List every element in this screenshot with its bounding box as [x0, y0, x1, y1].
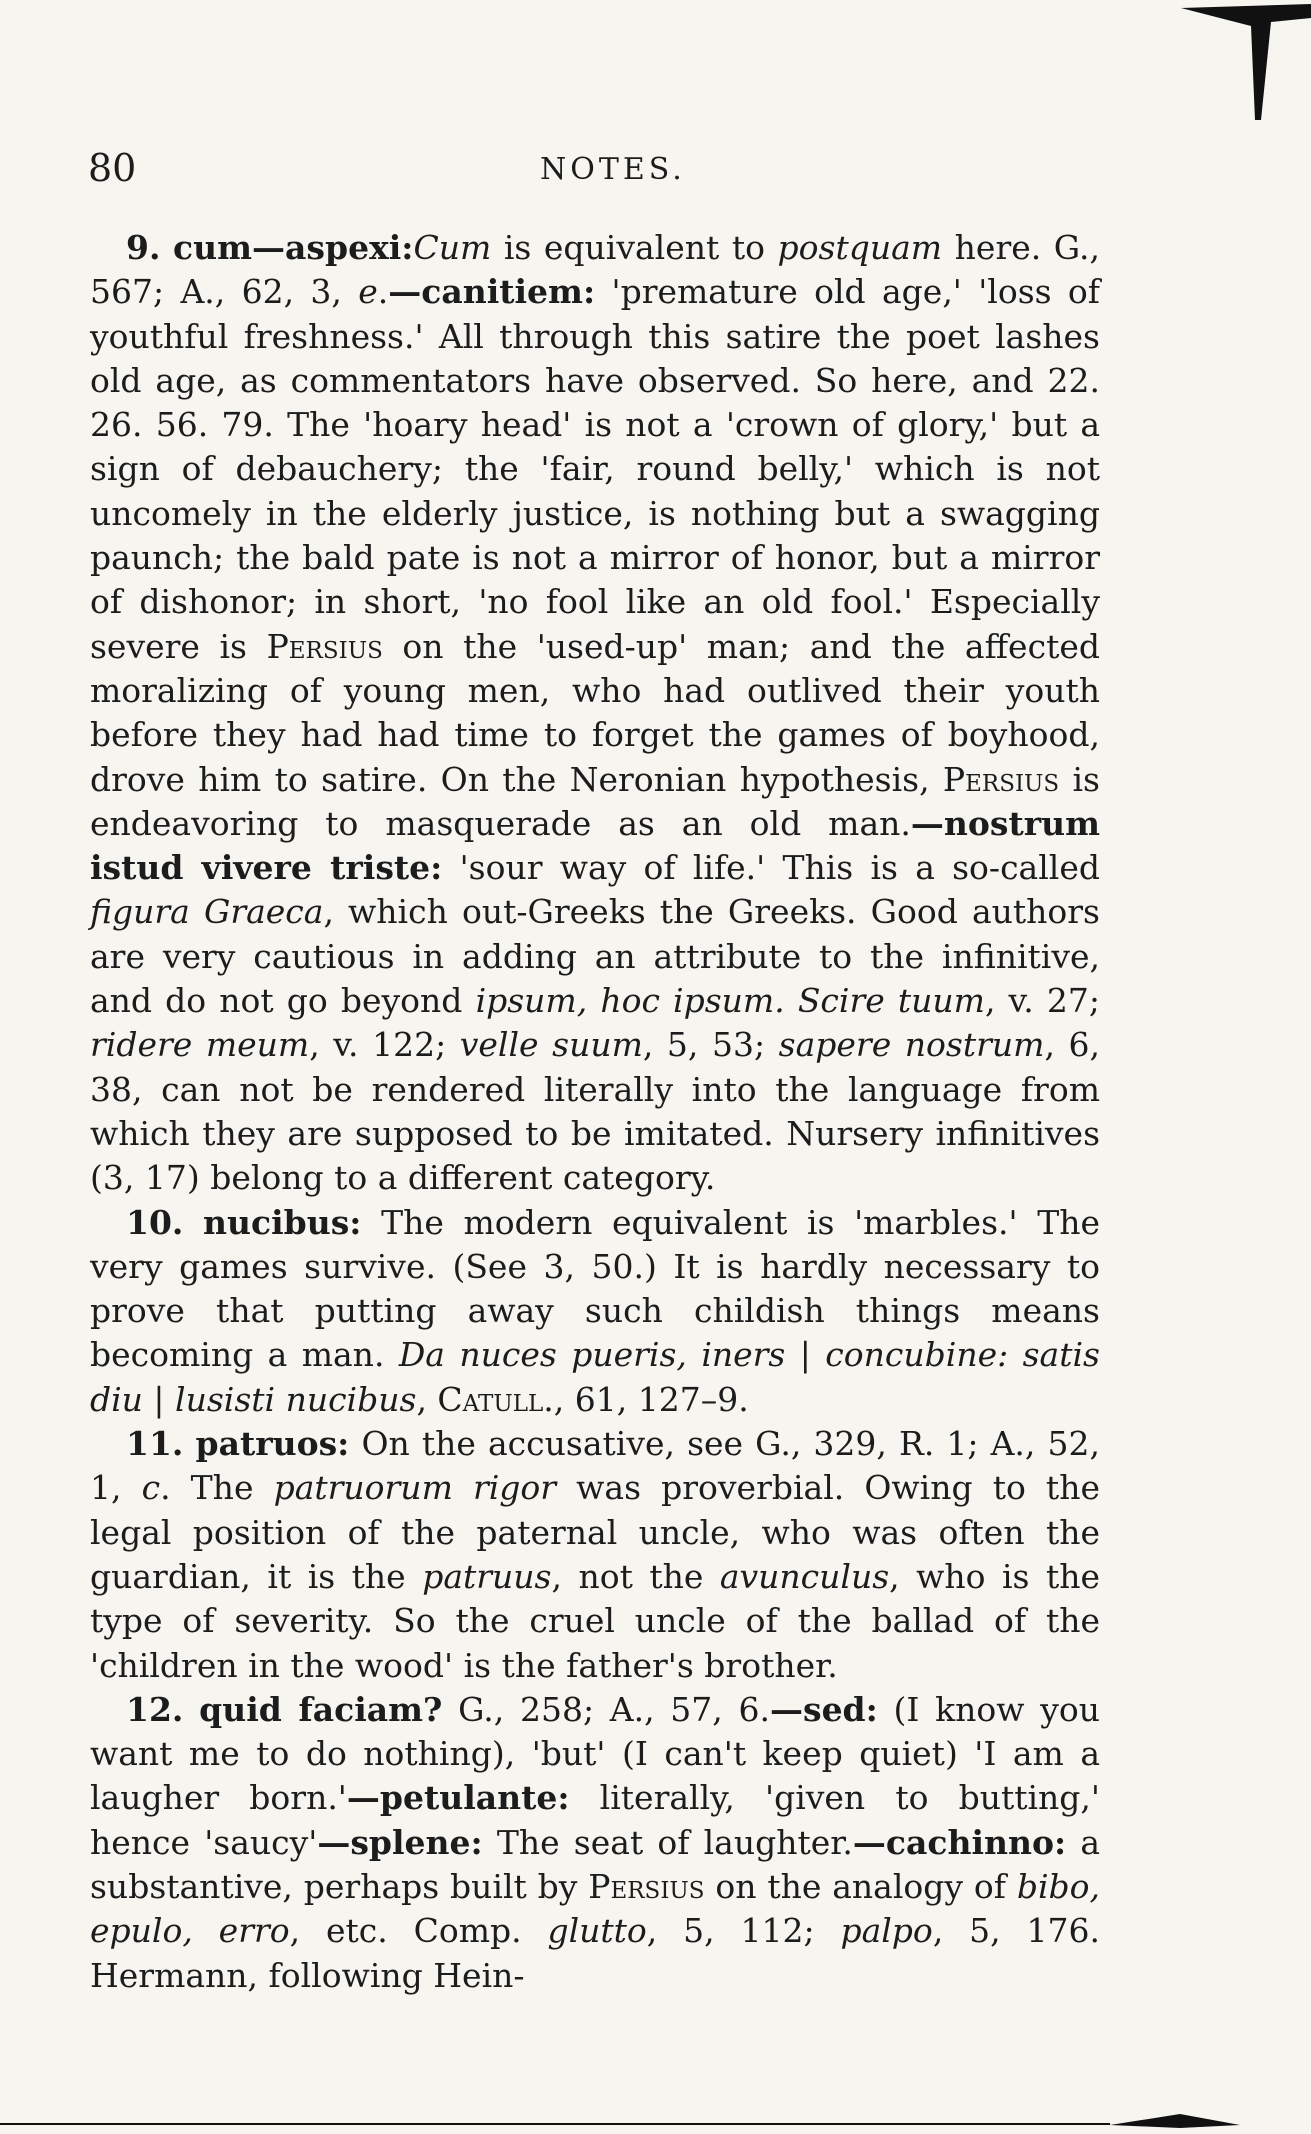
italic-text: velle suum — [459, 1025, 643, 1065]
text-run: On the accusative, see G., 329, R. 1; A., 52, 1, — [90, 1424, 1100, 1508]
text-run: 'premature old age,' 'loss of youthful freshness.' All through this satire the poet lashes old age, as commentators have observed. So here, and 22. 26. 56. 79. The 'hoary head' is not a 'crown of glory,' but a sign of debauchery; the 'fair, round belly,' which is not uncomely in the elderly justice, is nothing but a swagging paunch; the bald pate is not a mirror of honor, but a mirror of dishonor; in short, 'no fool like an old fool.' Especially severe is — [90, 272, 1100, 666]
text-run: , v. 122; — [309, 1025, 460, 1065]
text-run: (I know you want me to do nothing), 'but' (I can't keep quiet) 'I am a laugher born.' — [90, 1689, 1100, 1818]
italic-text: c — [141, 1468, 161, 1508]
note-number: 10. — [126, 1202, 184, 1242]
text-run: on the analogy of — [704, 1866, 1017, 1906]
note-12 — [90, 1688, 1100, 1998]
text-run: The seat of laughter. — [482, 1822, 853, 1862]
italic-text: avunculus — [719, 1556, 890, 1596]
note-body — [90, 1690, 1100, 1995]
note-number: 11. — [126, 1424, 184, 1464]
note-11 — [90, 1422, 1100, 1688]
italic-text: Cum — [413, 228, 492, 267]
bold-lemma: —cachinno: — [852, 1822, 1067, 1862]
note-body — [90, 1424, 1100, 1684]
small-caps-name: Persius — [266, 626, 383, 666]
note-10 — [90, 1201, 1100, 1422]
bold-lemma: —canitiem: — [388, 272, 596, 312]
bottom-rule — [0, 2094, 1311, 2134]
italic-text: figura Graeca — [90, 892, 324, 932]
page-corner-mark — [1151, 0, 1311, 120]
text-run: 'sour way of life.' This is a so-called — [442, 848, 1100, 888]
note-9 — [90, 226, 1100, 1201]
italic-text: postquam — [777, 228, 943, 267]
text-run: is endeavoring to masquerade as an old man. — [90, 759, 1100, 843]
text-run: , 5, 176. Hermann, following Hein- — [90, 1911, 1100, 1995]
bold-lemma: —sed: — [769, 1689, 878, 1729]
note-lemma: patruos: — [195, 1424, 350, 1464]
small-caps-name: Persius — [588, 1866, 705, 1906]
note-number: 12. — [126, 1689, 184, 1729]
small-caps-name: Persius — [942, 759, 1060, 799]
italic-text: glutto — [547, 1911, 647, 1951]
note-lemma: nucibus: — [203, 1202, 362, 1242]
italic-text: patruus — [422, 1556, 552, 1596]
text-run: , who is the type of severity. So the cruel uncle of the ballad of the 'children in the wood' is the father's brother. — [90, 1556, 1100, 1685]
italic-text: patruorum rigor — [273, 1468, 557, 1508]
text-run: , v. 27; — [984, 981, 1101, 1021]
notes-body — [90, 226, 1100, 1998]
text-run: on the 'used-up' man; and the affected moralizing of young men, who had outlived their youth before they had had time to forget the games of boyhood, drove him to satire. On the Neronian hypothesis, — [90, 626, 1100, 799]
bold-lemma: —nostrum istud vivere triste: — [90, 803, 1100, 888]
text-run: . The — [160, 1468, 274, 1508]
italic-text: palpo — [840, 1911, 933, 1951]
italic-text: sapere nostrum — [778, 1025, 1045, 1065]
text-run: G., 258; A., 57, 6. — [442, 1689, 770, 1729]
italic-text: e — [358, 272, 378, 312]
text-run: here. G., 567; A., 62, 3, — [90, 228, 1100, 312]
text-run: , 5, 53; — [642, 1025, 779, 1065]
text-run: literally, 'given to butting,' hence 'saucy' — [90, 1778, 1100, 1862]
text-run: , etc. Comp. — [289, 1911, 548, 1951]
note-lemma: cum—aspexi: — [173, 228, 414, 267]
text-run: , 61, 127–9. — [553, 1379, 749, 1419]
note-number: 9. — [126, 228, 161, 267]
text-run: , — [416, 1379, 438, 1419]
text-run: , which out-Greeks the Greeks. Good authors are very cautious in adding an attribute to the infinitive, and do not go beyond — [90, 892, 1100, 1021]
page-number: 80 — [88, 146, 137, 190]
text-run: . — [377, 272, 389, 312]
text-run: was proverbial. Owing to the legal position of the paternal uncle, who was often the guardian, it is the — [90, 1468, 1100, 1596]
text-run: The modern equivalent is 'marbles.' The very games survive. (See 3, 50.) It is hardly necessary to prove that putting away such childish things means becoming a man. — [90, 1202, 1100, 1375]
italic-text: Da nuces pueris, iners | concubine: satis diu | lusisti nucibus — [90, 1335, 1100, 1419]
italic-text: ipsum, hoc ipsum. Scire tuum — [475, 981, 985, 1021]
italic-text: ridere meum — [90, 1025, 310, 1065]
note-body — [90, 228, 1100, 1197]
text-run: is equivalent to — [491, 228, 778, 267]
italic-text: bibo, epulo, erro — [90, 1866, 1100, 1951]
note-lemma: quid faciam? — [199, 1689, 443, 1729]
bold-lemma: —splene: — [317, 1822, 483, 1862]
text-run: a substantive, perhaps built by — [90, 1822, 1100, 1906]
running-head: NOTES. — [540, 152, 686, 187]
bold-lemma: —petulante: — [346, 1778, 570, 1818]
text-run: , 6, 38, can not be rendered literally into the language from which they are supposed to be imitated. Nursery infinitives (3, 17) belong to a different category. — [90, 1025, 1100, 1198]
text-run: , 5, 112; — [646, 1911, 841, 1951]
text-run: , not the — [551, 1556, 720, 1596]
small-caps-name: Catull. — [437, 1379, 554, 1419]
